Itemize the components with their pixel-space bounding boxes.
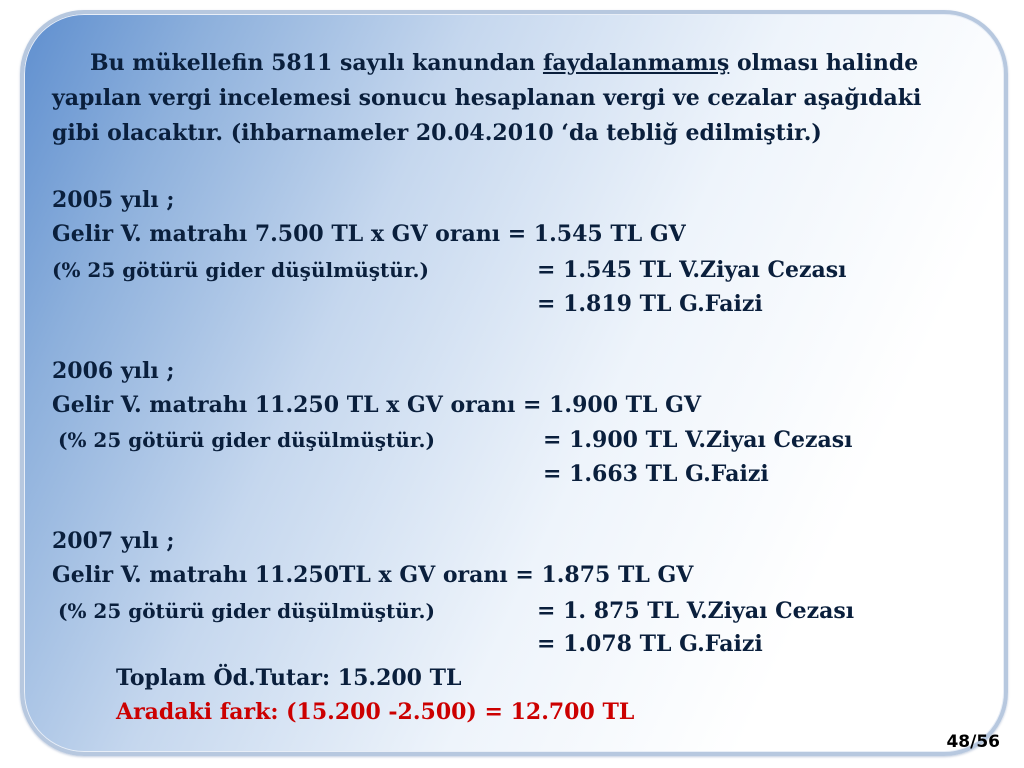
year-note: (% 25 götürü gider düşülmüştür.) — [58, 428, 435, 452]
intro-text-pre: Bu mükellefin 5811 sayılı kanundan — [90, 50, 536, 76]
year-heading: 2006 yılı ; — [52, 358, 175, 384]
intro-underlined-word: faydalanmamış — [542, 50, 730, 76]
year-penalty: = 1.545 TL V.Ziyaı Cezası — [537, 257, 847, 283]
year-heading: 2005 yılı ; — [52, 187, 175, 213]
year-interest: = 1.663 TL G.Faizi — [543, 461, 769, 487]
total-amount: Toplam Öd.Tutar: 15.200 TL — [116, 665, 462, 691]
difference-amount: Aradaki fark: (15.200 -2.500) = 12.700 TL — [116, 699, 635, 725]
intro-line-1 — [90, 48, 918, 78]
year-penalty: = 1.900 TL V.Ziyaı Cezası — [543, 427, 853, 453]
page-number: 48/56 — [946, 732, 1000, 752]
year-penalty: = 1. 875 TL V.Ziyaı Cezası — [537, 598, 855, 624]
year-interest: = 1.078 TL G.Faizi — [537, 631, 763, 657]
intro-line-3: gibi olacaktır. (ihbarnameler 20.04.2010 ‘da tebliğ edilmiştir.) — [52, 120, 822, 146]
year-note: (% 25 götürü gider düşülmüştür.) — [58, 599, 435, 623]
intro-text-post: olması halinde — [736, 50, 919, 76]
year-interest: = 1.819 TL G.Faizi — [537, 291, 763, 317]
year-note: (% 25 götürü gider düşülmüştür.) — [52, 258, 429, 282]
year-calculation: Gelir V. matrahı 7.500 TL x GV oranı = 1.545 TL GV — [52, 221, 686, 247]
year-calculation: Gelir V. matrahı 11.250 TL x GV oranı = 1.900 TL GV — [52, 392, 702, 418]
year-calculation: Gelir V. matrahı 11.250TL x GV oranı = 1.875 TL GV — [52, 562, 694, 588]
year-heading: 2007 yılı ; — [52, 528, 175, 554]
intro-line-2: yapılan vergi incelemesi sonucu hesaplanan vergi ve cezalar aşağıdaki — [52, 85, 922, 111]
